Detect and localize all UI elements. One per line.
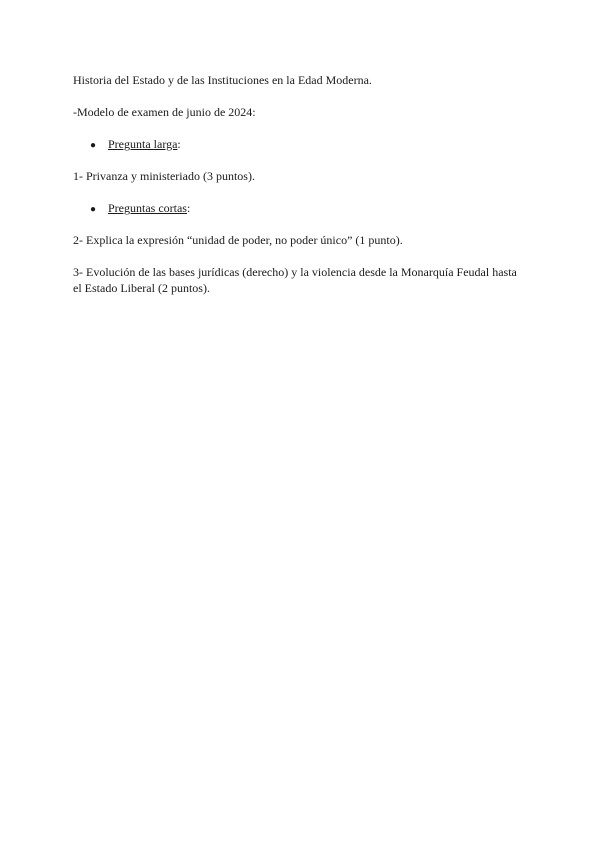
question-3-line-1: 3- Evolución de las bases jurídicas (derecho) y la violencia desde la Monarquía Feudal hasta	[73, 265, 517, 279]
long-question-colon: :	[177, 137, 181, 151]
question-3-line-2: el Estado Liberal (2 puntos).	[73, 281, 210, 295]
question-2: 2- Explica la expresión “unidad de poder, no poder único” (1 punto).	[73, 233, 403, 247]
bullet-icon: ●	[90, 140, 97, 151]
short-questions-section	[90, 200, 190, 218]
short-questions-colon: :	[186, 201, 191, 215]
exam-model-heading: -Modelo de examen de junio de 2024:	[73, 105, 256, 119]
short-questions-label: Preguntas cortas	[108, 201, 187, 215]
long-question-section	[90, 136, 181, 154]
document-title: Historia del Estado y de las Instituciones en la Edad Moderna.	[73, 73, 372, 87]
question-1: 1- Privanza y ministeriado (3 puntos).	[73, 169, 255, 183]
bullet-icon: ●	[90, 204, 97, 215]
long-question-label: Pregunta larga	[108, 137, 178, 151]
